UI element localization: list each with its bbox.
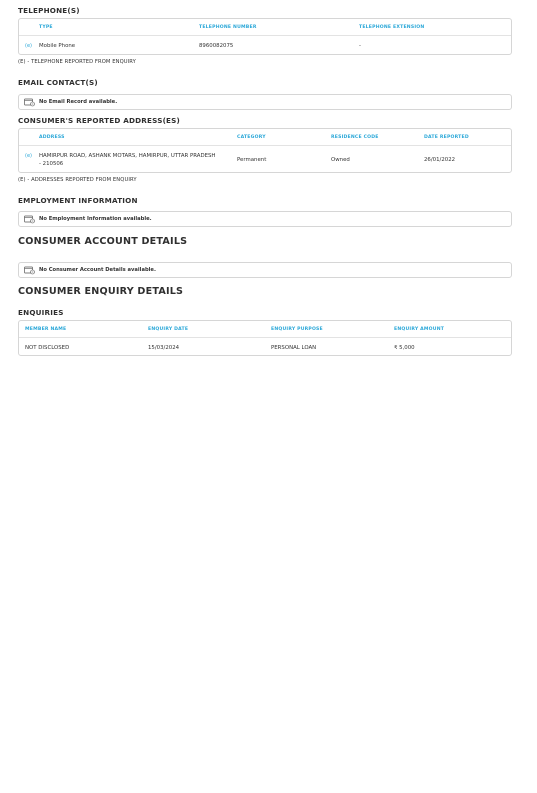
employment-heading: EMPLOYMENT INFORMATION <box>18 196 138 205</box>
employment-empty-box <box>18 211 512 227</box>
col-residence-code: RESIDENCE CODE <box>331 135 379 140</box>
telephone-extension: - <box>359 43 361 49</box>
col-enquiry-date: ENQUIRY DATE <box>148 327 189 332</box>
telephone-table-header <box>19 19 511 36</box>
address-table-header <box>19 129 511 146</box>
telephone-number: 8960082075 <box>199 43 234 49</box>
col-enquiry-purpose: ENQUIRY PURPOSE <box>271 327 323 332</box>
account-empty-box <box>18 262 512 278</box>
enquiries-subheading: ENQUIRIES <box>18 308 64 317</box>
col-address: ADDRESS <box>39 135 65 140</box>
address-note: (E) - ADDRESSES REPORTED FROM ENQUIRY <box>18 177 137 183</box>
telephone-heading: TELEPHONE(S) <box>18 6 80 15</box>
enquiry-table-header <box>19 321 511 338</box>
account-empty-message: No Consumer Account Details available. <box>39 267 156 273</box>
col-member-name: MEMBER NAME <box>25 327 67 332</box>
enquiry-marker: (e) <box>25 153 32 159</box>
telephone-type: Mobile Phone <box>39 43 76 49</box>
account-heading: CONSUMER ACCOUNT DETAILS <box>18 236 188 247</box>
no-record-icon <box>24 215 35 224</box>
no-record-icon <box>24 98 35 107</box>
enquiry-table <box>18 320 512 356</box>
enquiry-purpose: PERSONAL LOAN <box>271 345 317 351</box>
email-empty-box <box>18 94 512 110</box>
enquiry-marker: (e) <box>25 43 32 49</box>
enquiry-heading: CONSUMER ENQUIRY DETAILS <box>18 286 184 297</box>
enquiry-member-name: NOT DISCLOSED <box>25 345 70 351</box>
address-category: Permanent <box>237 157 267 163</box>
address-table <box>18 128 512 173</box>
col-telephone-extension: TELEPHONE EXTENSION <box>359 25 425 30</box>
address-residence-code: Owned <box>331 157 350 163</box>
enquiry-date: 15/03/2024 <box>148 345 180 351</box>
address-text: HAMIRPUR ROAD, ASHANK MOTARS, HAMIRPUR, UTTAR PRADESH - 210506 <box>39 153 216 167</box>
col-type: TYPE <box>39 25 53 30</box>
col-date-reported: DATE REPORTED <box>424 135 469 140</box>
col-enquiry-amount: ENQUIRY AMOUNT <box>394 327 445 332</box>
address-heading: CONSUMER'S REPORTED ADDRESS(ES) <box>18 116 181 125</box>
address-date-reported: 26/01/2022 <box>424 157 456 163</box>
telephone-table <box>18 18 512 55</box>
no-record-icon <box>24 266 35 275</box>
email-empty-message: No Email Record available. <box>39 99 118 105</box>
enquiry-amount: ₹ 5,000 <box>394 345 415 351</box>
email-heading: EMAIL CONTACT(S) <box>18 78 98 87</box>
employment-empty-message: No Employment Information available. <box>39 216 152 222</box>
col-telephone-number: TELEPHONE NUMBER <box>199 25 257 30</box>
col-category: CATEGORY <box>237 135 266 140</box>
telephone-note: (E) - TELEPHONE REPORTED FROM ENQUIRY <box>18 59 136 65</box>
